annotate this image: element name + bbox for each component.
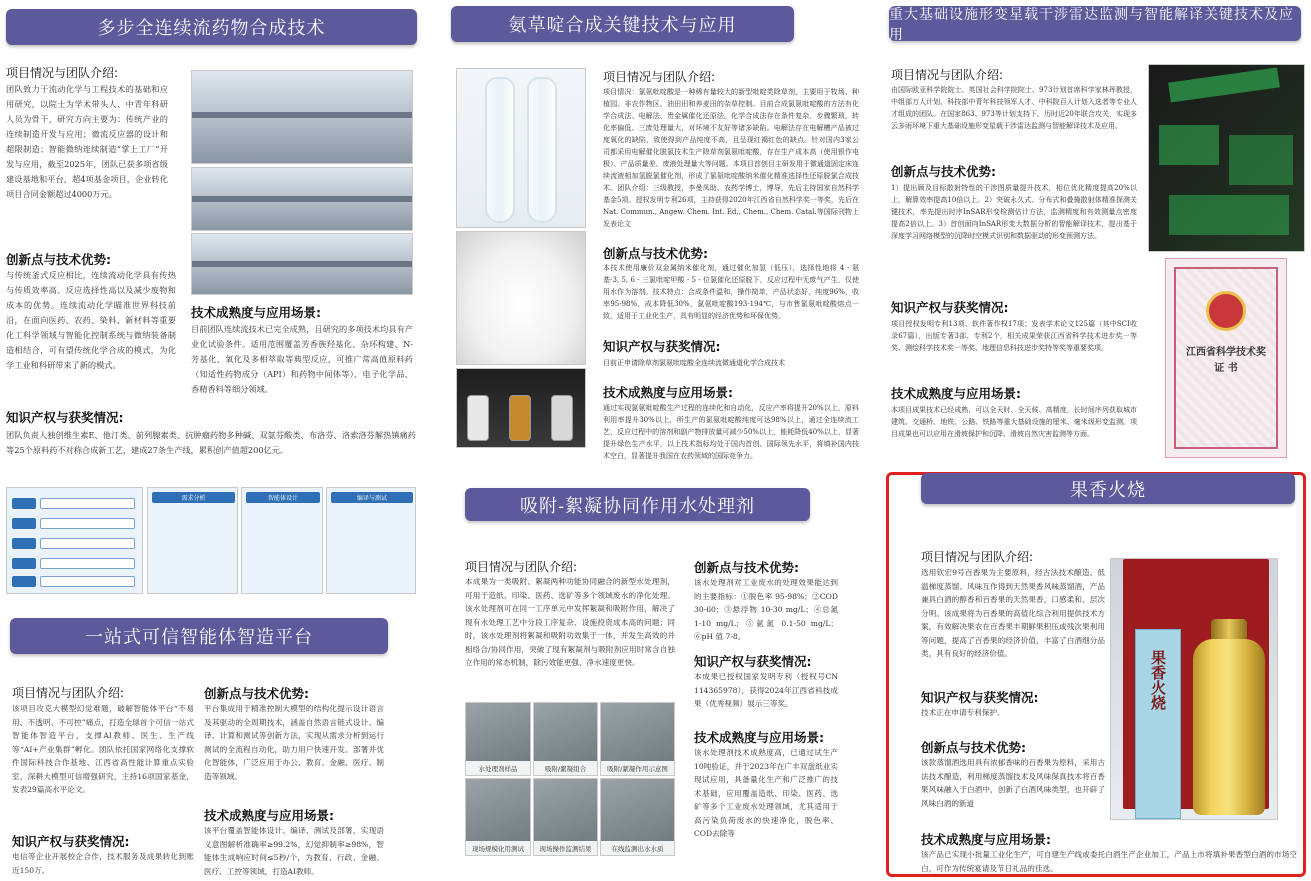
team-heading: 项目情况与团队介绍: xyxy=(465,560,578,574)
ip-heading: 知识产权与获奖情况: xyxy=(12,834,130,849)
photo-caption: 吸附/絮凝作用示意图 xyxy=(601,761,674,775)
ip-heading: 知识产权与获奖情况: xyxy=(921,690,1039,705)
maturity-text: 该产品已实现小批量工业化生产，可自建生产线或委托白酒生产企业加工，产品上市将填补果香型白酒的市场空白，可作为传统宴请及节日礼品的佳选。 xyxy=(921,850,1297,873)
ip-heading: 知识产权与获奖情况: xyxy=(603,339,721,354)
panel-herbicide xyxy=(440,0,870,480)
team-heading: 项目情况与团队介绍: xyxy=(603,70,716,84)
maturity-text: 目前团队连续流技术已完全成熟，且研究的多项技术均具有产业化试验条件。适用范围覆盖芳香族羟基化、杂环构建、N-芳基化、氧化及多相萃取等典型反应，可推广常高值原料药（知适性药物成分（API）和药物中间体等）、电子化学品、香精香料等细分领域。 xyxy=(191,324,413,394)
innov-heading: 创新点与技术优势: xyxy=(891,164,996,179)
innov-text: 本技术使用廉价双金属纳米催化剂，通过催化加氢（低压），选择性地将 4 - 氨基-3, 5, 6 - 三氯吡啶甲酸 - 5 - 位氯催化还原脱下，反应过程中无废气产生，仅使用水作为溶剂。技术特点：合成条件温和，操作简单，产品状态好，纯度96%，收率95-98%，成本降低30%，氯氨吡啶酸193-194℃，与市售氯氨吡啶酸熔点一致，适用于工业化生产，具有明显的经济优势和环保优势。 xyxy=(603,264,859,320)
ip-text: 团队负责人独创维生素E、他汀类、前列腺素类、抗肿瘤药物多种碱、双氯芬酸类、布洛芬、洛索洛芬解热镇痛药等25个原料药不对称合成新工艺，建成27条生产线，累积创产值超200亿元。 xyxy=(6,430,416,455)
lab-photo-3 xyxy=(191,233,413,295)
panel-title: 氨草啶合成关键技术与应用 xyxy=(451,6,794,42)
photo-grid-2 xyxy=(533,702,598,776)
ip-text: 本成果已授权国家发明专利（授权号CN 114365978），获得2024年江西省科技成果（优秀视频）展示三等奖。 xyxy=(694,672,838,708)
gift-box xyxy=(1135,629,1181,819)
lab-photo-2 xyxy=(191,167,413,231)
product-photo xyxy=(1110,558,1278,820)
cert-title: 江西省科学技术奖 xyxy=(1186,347,1266,358)
maturity-heading: 技术成熟度与应用场景: xyxy=(921,832,1051,847)
photo-caption: 现场操作监测结果 xyxy=(534,841,597,855)
team-text: 由国际欧亚科学院院士、英国社会科学院院士、973计划首席科学家林珲教授，中组部万人计划、科技部中青年科技领军人才、中科院百人计划入选者等专业人才组成的团队。在国家863、973等计划支持下，历时近20年联合攻关，实现多云多雨环境下重大基础设施形变星载干涉雷达监测与智能解译技术及应用。 xyxy=(891,86,1137,130)
panel-title: 一站式可信智能体智造平台 xyxy=(10,618,388,654)
team-text: 本成果为一类吸附、絮凝两种功能协同融合的新型水处理剂，可用于造纸、印染、医药、选矿等多个领域废水的净化处理。该水处理剂可在同一工序单元中发挥絮凝和吸附作用，解决了现有水处理工艺中分段工序复杂、设施投资成本高的问题；同时，该水处理剂将絮凝和吸附功效集于一体，并发生高效的并相络合/协同作用，突破了现有絮凝剂与吸附剂应用时常含自独立作用的常态机制，除污效能更强、净水速度更快。 xyxy=(465,577,675,667)
powder-photo xyxy=(456,231,586,365)
cert-subtitle: 证 书 xyxy=(1214,363,1238,374)
team-heading: 项目情况与团队介绍: xyxy=(6,66,119,80)
innov-heading: 创新点与技术优势: xyxy=(921,740,1026,755)
team-heading: 项目情况与团队介绍: xyxy=(891,68,1004,82)
ip-heading: 知识产权与获奖情况: xyxy=(891,300,1009,315)
panel-fruit-liquor xyxy=(880,470,1311,881)
ip-heading: 知识产权与获奖情况: xyxy=(6,410,124,425)
insar-map xyxy=(1148,64,1305,252)
innov-heading: 创新点与技术优势: xyxy=(6,252,111,267)
panel-title: 重大基础设施形变星载干涉雷达监测与智能解译关键技术及应用 xyxy=(889,6,1301,41)
photo-grid-4 xyxy=(465,778,531,856)
app-screenshot-3 xyxy=(326,487,416,594)
award-certificate xyxy=(1165,258,1287,458)
photo-caption: 水处理剂样品 xyxy=(466,761,530,775)
panel-title: 果香火烧 xyxy=(921,473,1295,504)
innov-text: 该水处理剂对工业废水的处理效果能达到的主要指标：①脱色率 95-98%；②COD 30-60；③悬浮物 10-30 mg/L；④总氮 1-10 mg/L；⑤氨氮 0.1-50 mg/L；⑥pH 值 7-8。 xyxy=(694,578,838,641)
photo-grid-3 xyxy=(600,702,675,776)
maturity-text: 该平台覆盖智能体设计、编译、测试及部署，实现语义意图解析准确率≥99.2%，幻觉抑制率≥98%，智能体生成响应时间≤5秒/个，为教育、行政、金融、医疗、工控等领域，打造AI教师。 xyxy=(204,826,384,876)
photo-caption: 吸附/絮凝组合 xyxy=(534,761,597,775)
panel-agent-platform xyxy=(0,610,430,881)
innov-text: 该款蒸馏酒选用具有浓郁香味的百香果为原料，采用古法技术酿造，利用梯度蒸馏技术及风味保真技术将百香果风味融入于白酒中，创新了白酒风味类型，也开辟了风味白酒的新道 xyxy=(921,758,1105,808)
ip-text: 项目授权发明专利13项、软件著作权17项；发表学术论文125篇（其中SCI收录67篇），出版专著3部、专利2个，相关成果荣获江西省科学技术进步奖一等奖、测绘科学技术奖一等奖、地理信息科技进步奖特等奖等重要奖项。 xyxy=(891,320,1137,352)
product-label: 果香火烧 xyxy=(1149,650,1167,710)
innov-text: 1）提出顾及目标散射特性的干涉图质量提升技术，相位优化精度提高20%以上，解算效率提高10倍以上。2）突破永久式、分布式和叠掩散射体精准探测关键技术，率先提出时序InSAR形变检测估计方法，监测精度和有效测量点密度提高2倍以上。3）首创面向InSAR形变大数据分析的智能解译技术，提出基于深度学习网络模型的沉降时空模式识别和数据驱动的形变预测方法。 xyxy=(891,184,1137,240)
flow-diagram xyxy=(6,487,143,594)
photo-caption: 在线监测出水水质 xyxy=(601,841,674,855)
liquor-bottle xyxy=(1193,639,1265,815)
maturity-heading: 技术成熟度与应用场景: xyxy=(603,385,733,400)
team-text: 团队致力于流动化学与工程技术的基础和应用研究，以院士为学术带头人、中青年科研人员为骨干，研究方向主要为：传统产业的连续制造开发与应用；微流反应器的设计和超限制造；智能微纳连续制造“掌上工厂”开发与应用，截至2025年，团队已获多项省级建设基地和平台，超4项基金项目，企业转化项目合同金额超过4000万元。 xyxy=(6,84,168,199)
innov-heading: 创新点与技术优势: xyxy=(204,686,309,701)
maturity-heading: 技术成熟度与应用场景: xyxy=(694,730,824,745)
national-emblem-icon xyxy=(1206,291,1246,331)
maturity-text: 通过实现氯氨吡啶酸生产过程的连续化和自动化，反应产率将提升20%以上，原料利用率提升30%以上，所生产的氯氨吡啶酸纯度可达98%以上，通过全连续流工艺，反应过程中的溶剂和副产物排放量可减少50%以上，能耗降低40%以上，显著提升绿色生产水平，以上技术指标均处于国内首创、国际领先水平，将填补国内技术空白，显著提升我国在农药领域的国际竞争力。 xyxy=(603,404,859,460)
bottles-photo xyxy=(456,368,586,448)
ip-text: 电信等企业开展校企合作，技术服务及成果转化到账近150万。 xyxy=(12,852,194,875)
maturity-text: 本项目成果技术已经成熟，可以全天时、全天候、高精度，长时间序列获取城市建筑、交通桥、地铁、公路、铁路等重大基础设施的厘米、毫米级形变监测。项目成果也可以应用在滑坡保护和沉降、滑坡自然灾害监测等方面。 xyxy=(891,406,1137,438)
maturity-heading: 技术成熟度与应用场景: xyxy=(191,305,321,320)
photo-grid-1 xyxy=(465,702,531,776)
maturity-heading: 技术成熟度与应用场景: xyxy=(891,386,1021,401)
team-heading: 项目情况与团队介绍: xyxy=(12,686,125,700)
panel-water-treatment xyxy=(440,480,870,881)
innov-heading: 创新点与技术优势: xyxy=(603,246,708,261)
innov-text: 平台集成用于精准控制大模型的结构化提示设计语言及其驱动的全周期技术，涵盖自然语言链式设计、编译、计算和测试等创新方法，实现从需求分析到运行测试的全流程自动化，助力用户快速开发。部署并优化智能体，广泛应用于办公、教育、金融、医疗、制造等领域。 xyxy=(204,704,384,781)
sample-tubes-photo xyxy=(456,68,586,228)
app-screenshot-1 xyxy=(147,487,238,594)
lab-photo-1 xyxy=(191,70,413,164)
photo-caption: 现场规模化用测试 xyxy=(466,841,530,855)
panel-title: 吸附-絮凝协同作用水处理剂 xyxy=(465,488,810,521)
maturity-heading: 技术成熟度与应用场景: xyxy=(204,808,334,823)
ip-text: 目前正申请除草剂氯氨吡啶酸全连续流微通道化学合成技术 xyxy=(603,359,785,367)
panel-insar-monitoring xyxy=(880,0,1311,470)
innov-heading: 创新点与技术优势: xyxy=(694,560,799,575)
flow-label: 需求分析 xyxy=(152,492,235,503)
innov-text: 与传统釜式反应相比，连续流动化学具有传热与传质效率高、反应选择性高以及减少废物和成本的优势。连续流动化学瞄准世界科技前沿，在面向医药、农药、染料、新材料等重要化工科学领域与智能化控制系统与微纳装备制造相结合，可有望传统化学合成的模式，为化学工业和科研带来了新的模式。 xyxy=(6,270,176,370)
ip-text: 技术正在申请专利保护。 xyxy=(921,708,1005,717)
maturity-text: 该水处理剂技术成熟度高，已通过试生产10吨验证，并于2023年在广丰双盘纸业实现试应用，具备量化生产和广泛推广的技术基础，应用覆盖造纸、印染、医药、选矿等多个工业废水处理领域，尤其适用于高污染负荷废水的快速净化，脱色率、COD去除等 xyxy=(694,748,838,838)
team-text: 选用钦宏9号百香果为主要原料，经古法技术酿造、低温梯度蒸馏、风味互作得到天然果香风味蒸馏酒，产品兼具白酒的醇香和百香果的天然果香，口感柔和、层次分明。该成果将为百香果的高值化综合利用提供技术方案，有效解决果农在百香果丰期鲜果积压或残次果利用等问题，提高了百香果的经济价值，丰富了白酒细分品类，具有良好的经济价值。 xyxy=(921,568,1105,658)
photo-grid-6 xyxy=(600,778,675,856)
team-text: 项目情况：氯氨吡啶酸是一种稀有量较大的新型吡啶类除草剂，主要用于牧场、种植园、非农作物区、油田田和养麦田的杂草控制。目前合成氯氨吡啶酸的方法有化学合成法、电解法、贵金属催化还原法。化学合成法存在条件复杂、步骤繁琐，转化率偏低、三废处理量大，对环境不友好等诸多缺陷。电解法存在电解槽产品被过度氧化的缺陷，致使得到产品纯度不高，且呈现红褐红色的缺点。针对国内3家公司都采用电解催化脱氯技术生产除草剂氯氨吡啶酸，存在生产成本高（使用银作电极）、产品质量差、废液处理量大等问题。本项目首创目主研发用于微通道固定床连续流液相加氢脱氯催化剂，形成了氯氨吡啶酸纳米催化精准选择性还原脱氯合成技术。团队介绍：三级教授，李曼凤助、农药学博士，博导，先后主持国家自然科学基金5项。授权发明专利26项，主持获得2020年江西省自然科学奖一等奖，先后在Nat. Commun., Angew. Chem. Int. Ed., Chem., Chem. Catal.等国际刊物上发表论文 xyxy=(603,88,859,228)
ip-heading: 知识产权与获奖情况: xyxy=(694,654,812,669)
panel-continuous-flow xyxy=(0,0,430,610)
flow-label: 编译与测试 xyxy=(331,492,413,503)
team-text: 该项目攻克大模型幻觉难题，破解智能体平台“不易用、不透明、不可控”痛点，打造全球首个可信一站式智能体智造平台，支撑AI教师、医生、生产线等“AI+产业集群”孵化。团队依托国家网络化支撑软件国际科技合作基地、江西省高性能计算重点实验室，深耕大模型可信增强研究，主持16项国家基金，发表29篇高水平论文。 xyxy=(12,704,194,794)
photo-grid-5 xyxy=(533,778,598,856)
team-heading: 项目情况与团队介绍: xyxy=(921,550,1034,564)
flow-label: 智能体设计 xyxy=(246,492,320,503)
bottle-cap xyxy=(1211,619,1247,641)
app-screenshot-2 xyxy=(241,487,323,594)
panel-title: 多步全连续流药物合成技术 xyxy=(6,9,417,45)
